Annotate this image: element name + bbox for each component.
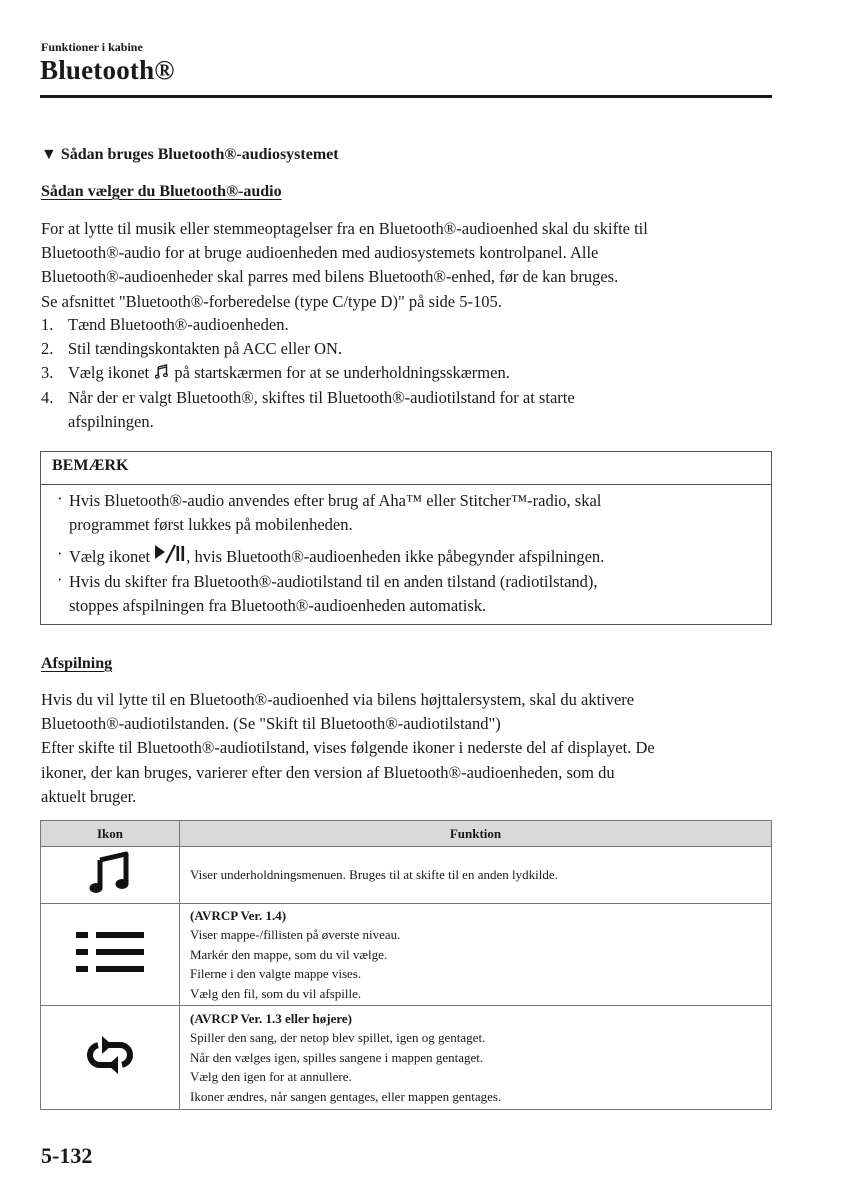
bullet: · [57,489,63,508]
step-text: afspilningen. [68,411,154,431]
step-text: Stil tændingskontakten på ACC eller ON. [68,339,343,359]
function-cell [180,1006,772,1110]
step-number: 1. [41,315,54,334]
step-item [41,337,776,361]
page-title: Bluetooth® [40,55,175,85]
list-icon [74,930,146,974]
text-line: Bluetooth®-audiotilstanden. (Se "Skift til Bluetooth®-audiotilstand") [41,714,501,734]
bullet: · [57,544,63,564]
icon-cell [41,904,180,1006]
column-header-function: Funktion [180,821,772,847]
step-text: på startskærmen for at se underholdningsskærmen. [174,363,510,383]
function-text: Vælg den igen for at annullere. [190,1069,352,1085]
steps-list [41,313,776,434]
playback-heading: Afspilning [41,655,113,672]
note-box [40,451,772,625]
bullet: · [57,569,63,589]
note-text: programmet først lukkes på mobilenheden. [69,515,353,535]
select-audio-heading: Sådan vælger du Bluetooth®-audio [41,183,282,200]
note-text: Hvis Bluetooth®-audio anvendes efter brug af Aha™ eller Stitcher™-radio, skal [69,491,602,510]
text-line: For at lytte til musik eller stemmeoptagelser fra en Bluetooth®-audioenhed skal du skifte til [41,219,648,238]
step-text: Når der er valgt Bluetooth®, skiftes til Bluetooth®-audiotilstand for at starte [68,387,575,407]
page-number: 5-132 [41,1143,93,1168]
icon-cell [41,847,180,904]
function-text: Spiller den sang, der netop blev spillet, igen og gentaget. [190,1030,486,1046]
play-pause-icon [154,544,186,564]
column-header-icon: Ikon [41,821,180,847]
text-line: Bluetooth®-audioenheder skal parres med bilens Bluetooth®-enhed, før de kan bruges. [41,267,619,287]
function-text: Markér den mappe, som du vil vælge. [190,946,388,962]
step-text: Tænd Bluetooth®-audioenheden. [68,315,289,334]
note-item [54,570,761,618]
select-audio-paragraph [41,217,776,314]
version-label: (AVRCP Ver. 1.4) [190,907,287,923]
function-text: Når den vælges igen, spilles sangene i mappen gentaget. [190,1049,484,1065]
table-header-row [41,821,772,847]
function-table [40,820,772,1110]
table-row [41,904,772,1006]
text-line: Hvis du vil lytte til en Bluetooth®-audioenhed via bilens højttalersystem, skal du aktivere [41,690,635,709]
repeat-icon [82,1035,138,1075]
note-heading: BEMÆRK [41,452,771,485]
note-text: stoppes afspilningen fra Bluetooth®-audioenheden automatisk. [69,595,487,615]
note-list [41,485,771,618]
header-rule [40,95,772,98]
step-number: 2. [41,339,54,359]
playback-paragraph [41,688,776,809]
music-note-icon [88,850,132,894]
step-text: Vælg ikonet [68,363,150,383]
header-kicker: Funktioner i kabine [41,40,143,54]
step-number: 4. [41,387,54,407]
note-item [54,544,761,569]
text-line: ikoner, der kan bruges, varierer efter den version af Bluetooth®-audioenheden, som du [41,762,615,782]
step-item [41,313,776,337]
text-line: Bluetooth®-audio for at bruge audioenheden med audiosystemets kontrolpanel. Alle [41,243,599,263]
text-line: Se afsnittet "Bluetooth®-forberedelse (type C/type D)" på side 5-105. [41,291,502,311]
function-text: Filerne i den valgte mappe vises. [190,966,362,982]
icon-cell [41,1006,180,1110]
note-text: Hvis du skifter fra Bluetooth®-audiotilstand til en anden tilstand (radiotilstand), [69,571,598,591]
text-line: aktuelt bruger. [41,786,137,806]
section-title: ▼ Sådan bruges Bluetooth®-audiosystemet [41,146,339,163]
note-item [54,489,761,537]
function-text: Viser mappe-/fillisten på øverste niveau. [190,927,401,943]
step-number: 3. [41,363,54,383]
step-item [41,361,776,385]
text-line: Efter skifte til Bluetooth®-audiotilstand, vises følgende ikoner i nederste del af displayet. De [41,738,655,758]
table-row [41,1006,772,1110]
table-row [41,847,772,904]
note-text: Vælg ikonet [69,547,151,567]
version-label: (AVRCP Ver. 1.3 eller højere) [190,1010,352,1026]
function-cell [180,904,772,1006]
music-note-icon [155,362,168,377]
note-text: , hvis Bluetooth®-audioenheden ikke påbegynder afspilningen. [186,547,605,567]
function-cell [180,847,772,904]
function-text: Viser underholdningsmenuen. Bruges til at skifte til en anden lydkilde. [190,867,558,883]
function-text: Vælg den fil, som du vil afspille. [190,985,362,1001]
function-text: Ikoner ændres, når sangen gentages, eller mappen gentages. [190,1088,502,1104]
step-item [41,386,776,434]
